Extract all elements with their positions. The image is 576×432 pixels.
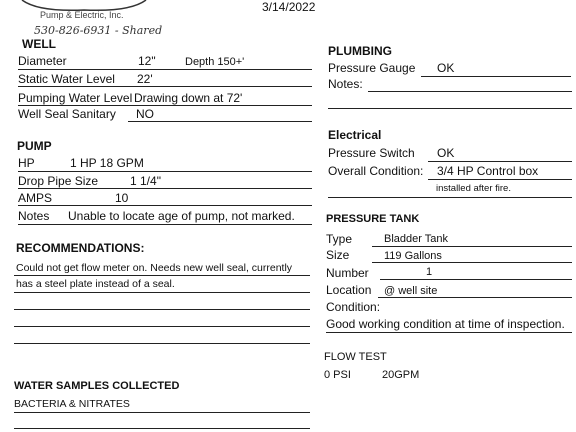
depth-label: Depth 150+' (185, 56, 245, 68)
pressure-switch-value: OK (437, 146, 455, 160)
static-level-value: 22' (137, 72, 153, 86)
pump-heading: PUMP (17, 139, 52, 153)
static-level-line (18, 86, 312, 87)
water-samples-rule-2 (14, 428, 310, 429)
pump-notes-line (18, 224, 312, 225)
amps-line (18, 205, 312, 206)
plumbing-notes-label: Notes: (328, 77, 363, 91)
overall-condition-value: 3/4 HP Control box (437, 164, 539, 178)
diameter-value: 12" (138, 54, 156, 68)
report-date: 3/14/2022 (262, 0, 316, 14)
tank-number-label: Number (326, 266, 369, 280)
recommendations-heading: RECOMMENDATIONS: (16, 241, 145, 255)
pump-notes-label: Notes (18, 209, 50, 223)
amps-value: 10 (115, 191, 129, 205)
plumbing-notes-line-1 (368, 91, 572, 92)
recommendations-rule-4 (14, 326, 310, 327)
overall-condition-line (428, 179, 572, 180)
flow-test-heading: FLOW TEST (324, 351, 387, 363)
hp-line (18, 171, 312, 172)
drop-pipe-value: 1 1/4" (130, 174, 161, 188)
tank-size-label: Size (326, 248, 350, 262)
pumping-level-line (18, 105, 312, 106)
pressure-gauge-line (421, 76, 571, 77)
overall-condition-label: Overall Condition: (328, 164, 424, 178)
flow-test-psi: 0 PSI (324, 369, 351, 381)
handwritten-phone: 530-826-6931 - Shared (34, 24, 163, 37)
tank-size-line (372, 262, 572, 263)
electrical-heading: Electrical (328, 128, 382, 142)
electrical-rule-extra (328, 197, 572, 198)
flow-test-gpm: 20GPM (382, 369, 420, 381)
tank-size-value: 119 Gallons (384, 250, 442, 262)
water-samples-heading: WATER SAMPLES COLLECTED (14, 380, 180, 392)
drop-pipe-line (18, 188, 312, 189)
water-samples-rule-1 (14, 412, 310, 413)
pressure-switch-line (428, 161, 572, 162)
tank-condition-value: Good working condition at time of inspection. (326, 317, 565, 331)
tank-location-value: @ well site (384, 285, 438, 297)
amps-label: AMPS (18, 191, 53, 205)
well-heading: WELL (22, 37, 56, 51)
tank-location-line (378, 297, 572, 298)
well-seal-label: Well Seal Sanitary (18, 107, 116, 121)
diameter-line (18, 69, 312, 70)
recommendations-rule-5 (14, 343, 310, 344)
water-samples-value: BACTERIA & NITRATES (14, 398, 130, 410)
pumping-level-label: Pumping Water Level (18, 91, 133, 105)
tank-number-line (380, 279, 572, 280)
hp-value: 1 HP 18 GPM (70, 156, 144, 170)
tank-type-line (372, 246, 572, 247)
tank-type-label: Type (326, 232, 353, 246)
pump-notes-value: Unable to locate age of pump, not marked. (68, 209, 295, 223)
drop-pipe-label: Drop Pipe Size (18, 174, 99, 188)
tank-condition-line (326, 332, 572, 333)
recommendations-line-2: has a steel plate instead of a seal. (16, 278, 175, 290)
pressure-tank-heading: PRESSURE TANK (326, 213, 420, 225)
plumbing-heading: PLUMBING (328, 44, 392, 58)
well-seal-value: NO (136, 107, 154, 121)
recommendations-rule-1 (14, 275, 310, 276)
pumping-level-value: Drawing down at 72' (134, 91, 243, 105)
recommendations-rule-2 (14, 292, 310, 293)
recommendations-rule-3 (14, 309, 310, 310)
pressure-gauge-label: Pressure Gauge (328, 61, 416, 75)
diameter-label: Diameter (18, 54, 67, 68)
pressure-switch-label: Pressure Switch (328, 146, 415, 160)
static-level-label: Static Water Level (18, 72, 115, 86)
company-name: Pump & Electric, Inc. (40, 10, 124, 20)
overall-condition-note: installed after fire. (436, 183, 511, 194)
well-seal-line (128, 121, 312, 122)
pressure-gauge-value: OK (437, 61, 455, 75)
tank-location-label: Location (326, 283, 372, 297)
tank-type-value: Bladder Tank (384, 233, 449, 245)
plumbing-notes-line-2 (328, 108, 572, 109)
tank-condition-label: Condition: (326, 300, 381, 314)
hp-label: HP (18, 156, 35, 170)
recommendations-line-1: Could not get flow meter on. Needs new well seal, currently (16, 262, 293, 274)
tank-number-value: 1 (426, 266, 433, 278)
